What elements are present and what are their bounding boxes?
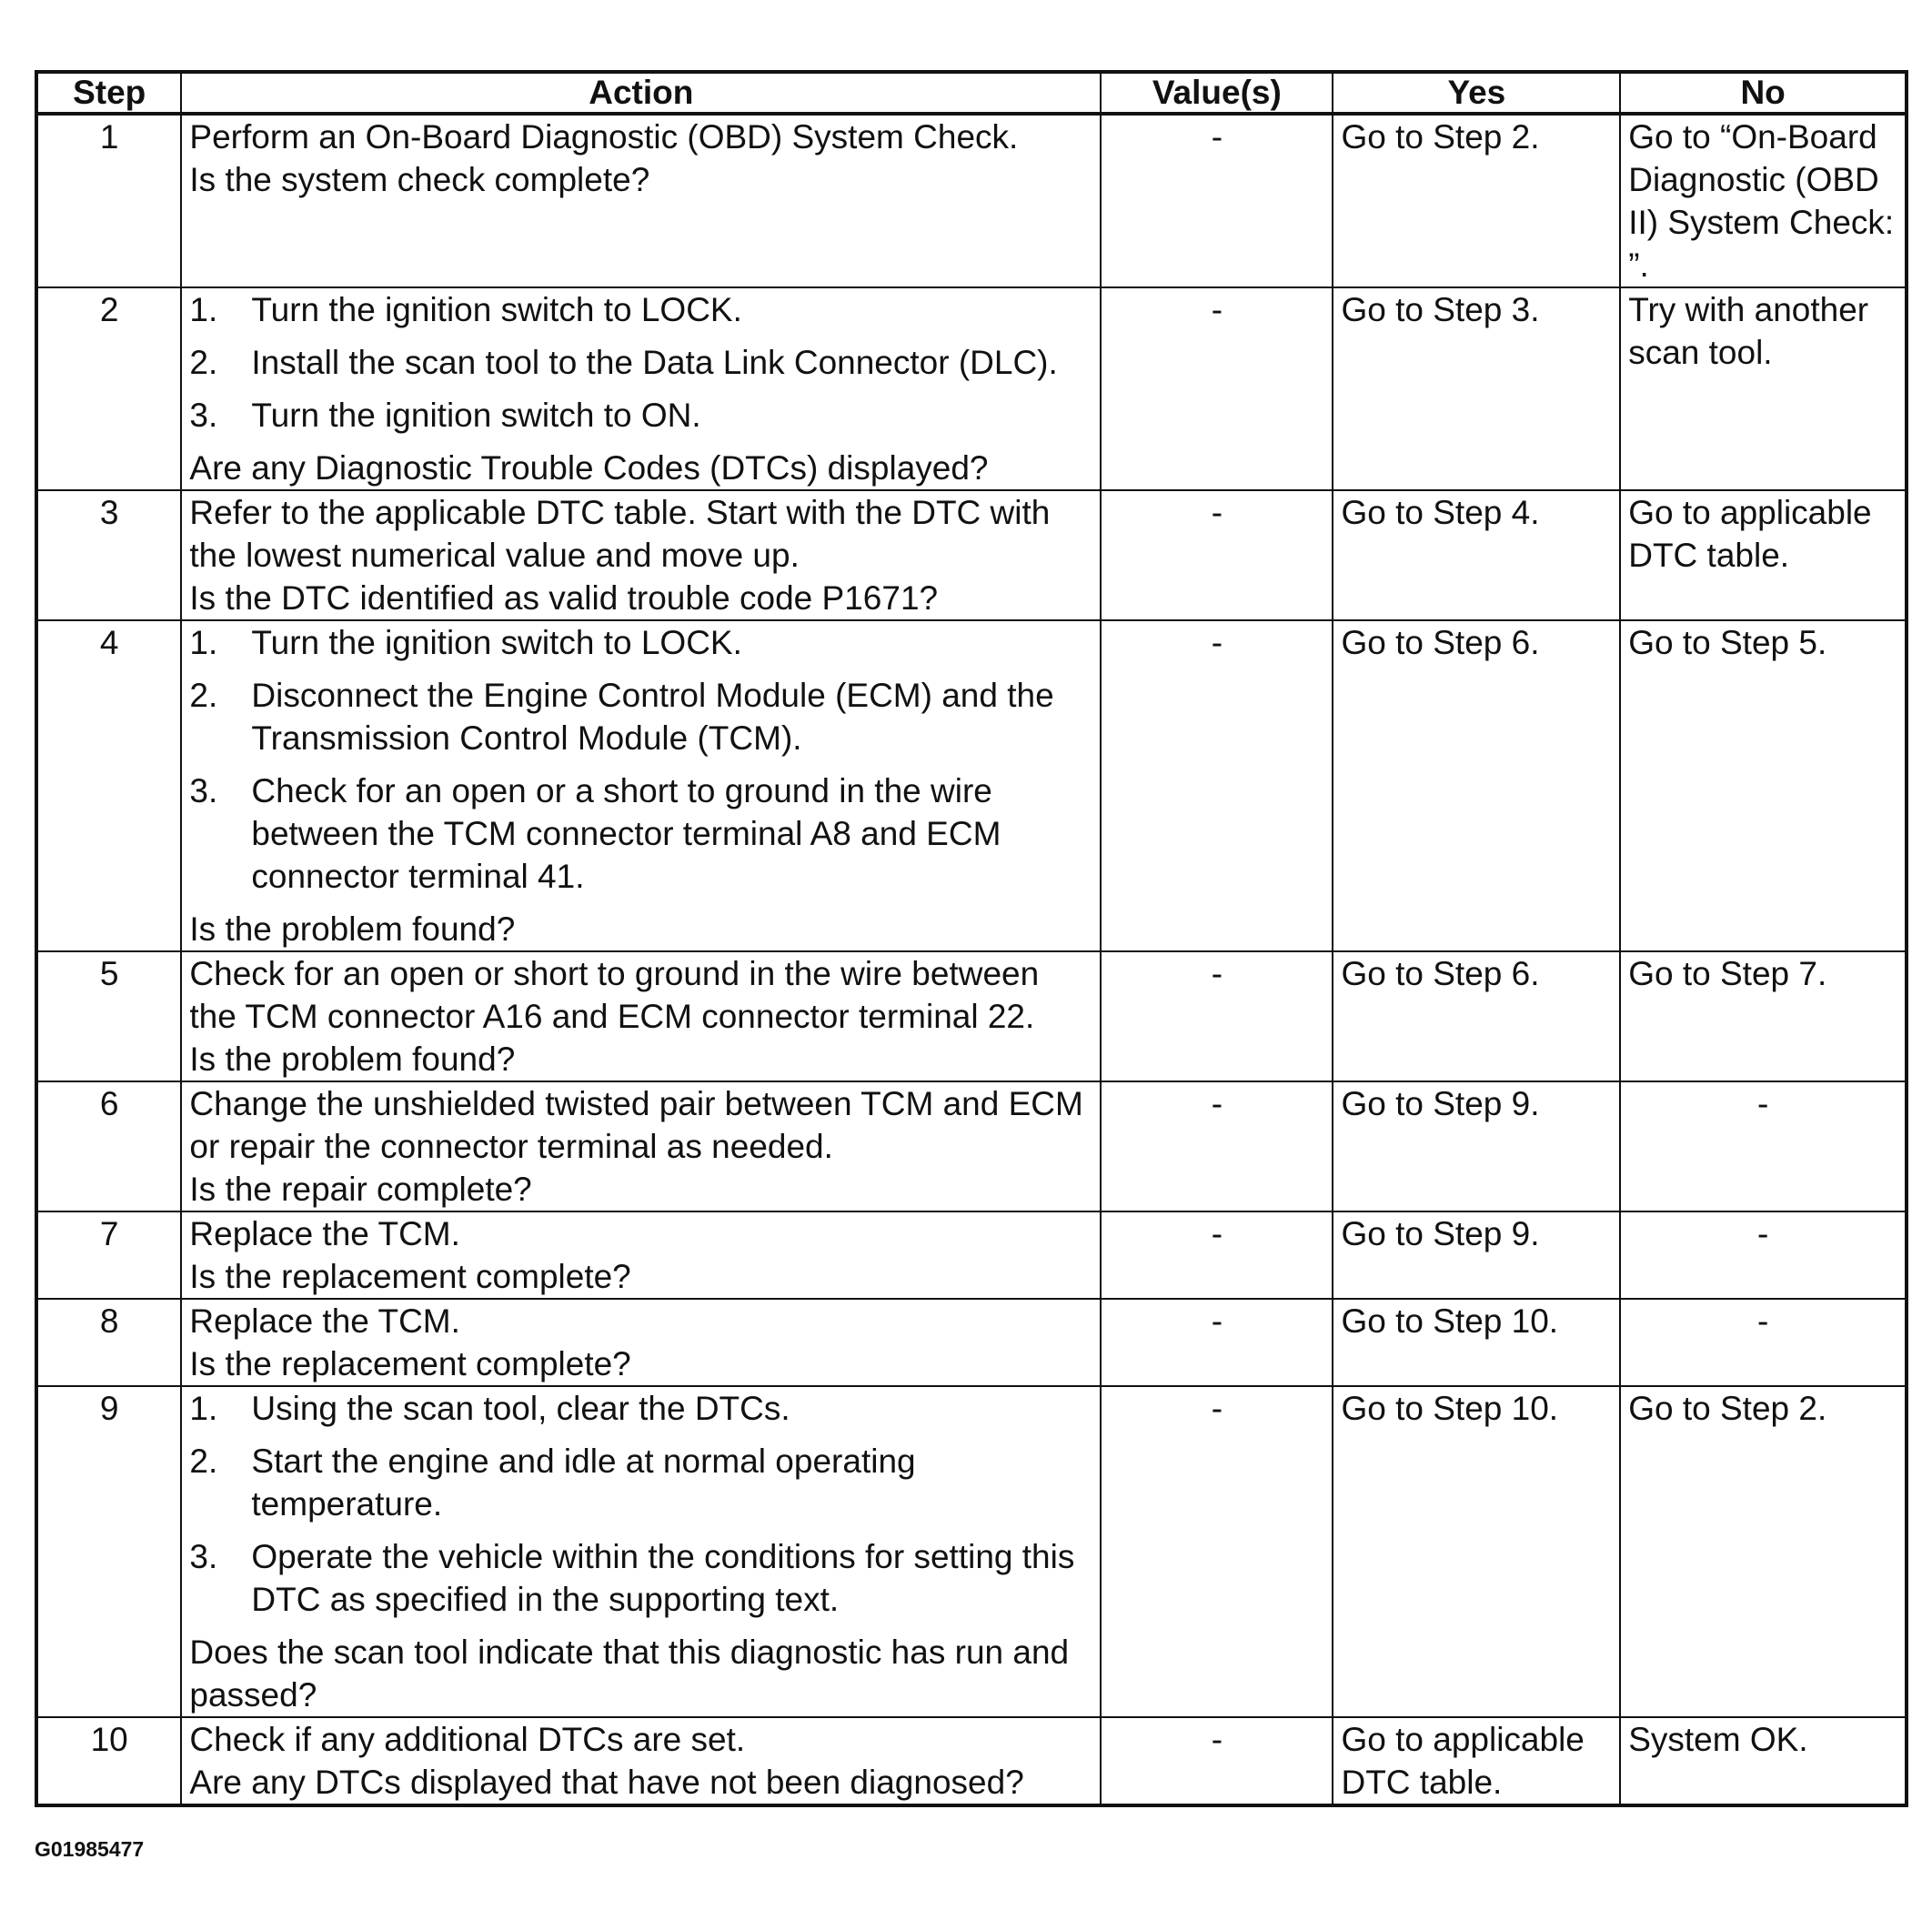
no-cell: Go to Step 5. bbox=[1620, 620, 1907, 951]
action-cell bbox=[181, 1386, 1101, 1717]
value-cell: - bbox=[1101, 287, 1333, 490]
action-question: Are any DTCs displayed that have not been diagnosed? bbox=[189, 1764, 1024, 1801]
action-steps-list bbox=[189, 1387, 1092, 1621]
table-row bbox=[36, 1386, 1907, 1717]
action-step-text: Using the scan tool, clear the DTCs. bbox=[251, 1390, 790, 1427]
no-cell: System OK. bbox=[1620, 1717, 1907, 1805]
step-number: 6 bbox=[36, 1081, 181, 1211]
action-text: Check for an open or short to ground in the wire between the TCM connector A16 and ECM connector terminal 22. bbox=[189, 955, 1040, 1035]
action-step-text: Check for an open or a short to ground in the wire between the TCM connector terminal A8 and ECM connector terminal 41. bbox=[251, 772, 1001, 895]
table-row bbox=[36, 951, 1907, 1081]
action-cell bbox=[181, 490, 1101, 620]
value-cell: - bbox=[1101, 1386, 1333, 1717]
header-no: No bbox=[1620, 72, 1907, 114]
yes-cell: Go to Step 3. bbox=[1333, 287, 1620, 490]
action-step-number: 1. bbox=[189, 624, 218, 661]
value-cell: - bbox=[1101, 1081, 1333, 1211]
action-question: Is the replacement complete? bbox=[189, 1345, 631, 1382]
yes-cell: Go to Step 9. bbox=[1333, 1081, 1620, 1211]
action-step-item bbox=[189, 1440, 1092, 1525]
step-number: 1 bbox=[36, 114, 181, 287]
action-question: Is the DTC identified as valid trouble code P1671? bbox=[189, 579, 939, 617]
table-header-row bbox=[36, 72, 1907, 114]
action-question: Is the replacement complete? bbox=[189, 1258, 631, 1295]
yes-cell: Go to Step 10. bbox=[1333, 1386, 1620, 1717]
no-cell: - bbox=[1620, 1299, 1907, 1386]
action-cell bbox=[181, 951, 1101, 1081]
action-step-text: Disconnect the Engine Control Module (ECM) and the Transmission Control Module (TCM). bbox=[251, 677, 1054, 757]
action-question: Is the problem found? bbox=[189, 1040, 516, 1078]
yes-cell: Go to Step 2. bbox=[1333, 114, 1620, 287]
value-cell: - bbox=[1101, 1211, 1333, 1299]
action-step-number: 3. bbox=[189, 1538, 218, 1575]
yes-cell: Go to Step 9. bbox=[1333, 1211, 1620, 1299]
action-step-text: Turn the ignition switch to LOCK. bbox=[251, 624, 742, 661]
yes-cell: Go to Step 6. bbox=[1333, 620, 1620, 951]
action-question: Does the scan tool indicate that this diagnostic has run and passed? bbox=[189, 1634, 1070, 1714]
yes-cell: Go to Step 4. bbox=[1333, 490, 1620, 620]
value-cell: - bbox=[1101, 490, 1333, 620]
action-step-text: Turn the ignition switch to ON. bbox=[251, 397, 701, 434]
action-step-item bbox=[189, 394, 1092, 437]
step-number: 10 bbox=[36, 1717, 181, 1805]
value-cell: - bbox=[1101, 951, 1333, 1081]
step-number: 9 bbox=[36, 1386, 181, 1717]
action-cell bbox=[181, 1211, 1101, 1299]
diagnostic-table bbox=[35, 70, 1908, 1807]
table-row bbox=[36, 287, 1907, 490]
no-cell: Go to Step 7. bbox=[1620, 951, 1907, 1081]
action-steps-list bbox=[189, 621, 1092, 898]
action-cell bbox=[181, 287, 1101, 490]
action-step-number: 3. bbox=[189, 772, 218, 809]
header-action: Action bbox=[181, 72, 1101, 114]
no-cell: Go to applicable DTC table. bbox=[1620, 490, 1907, 620]
table-row bbox=[36, 114, 1907, 287]
action-step-number: 3. bbox=[189, 397, 218, 434]
action-step-text: Start the engine and idle at normal operating temperature. bbox=[251, 1443, 916, 1523]
action-step-text: Turn the ignition switch to LOCK. bbox=[251, 291, 742, 328]
value-cell: - bbox=[1101, 1299, 1333, 1386]
action-step-number: 1. bbox=[189, 1390, 218, 1427]
action-step-number: 1. bbox=[189, 291, 218, 328]
action-question: Is the repair complete? bbox=[189, 1171, 532, 1208]
action-cell bbox=[181, 114, 1101, 287]
action-cell bbox=[181, 1081, 1101, 1211]
step-number: 5 bbox=[36, 951, 181, 1081]
action-step-item bbox=[189, 1535, 1092, 1621]
action-steps-list bbox=[189, 288, 1092, 437]
action-cell bbox=[181, 1717, 1101, 1805]
figure-id: G01985477 bbox=[35, 1837, 145, 1861]
action-text: Change the unshielded twisted pair between TCM and ECM or repair the connector terminal as needed. bbox=[189, 1085, 1083, 1165]
action-step-number: 2. bbox=[189, 344, 218, 381]
yes-cell: Go to Step 10. bbox=[1333, 1299, 1620, 1386]
header-step: Step bbox=[36, 72, 181, 114]
action-text: Replace the TCM. bbox=[189, 1302, 460, 1340]
value-cell: - bbox=[1101, 114, 1333, 287]
step-number: 3 bbox=[36, 490, 181, 620]
no-cell: Go to Step 2. bbox=[1620, 1386, 1907, 1717]
action-text: Check if any additional DTCs are set. bbox=[189, 1721, 746, 1758]
action-question: Is the system check complete? bbox=[189, 161, 650, 198]
value-cell: - bbox=[1101, 620, 1333, 951]
step-number: 8 bbox=[36, 1299, 181, 1386]
table-row bbox=[36, 1717, 1907, 1805]
table-row bbox=[36, 620, 1907, 951]
step-number: 4 bbox=[36, 620, 181, 951]
no-cell: - bbox=[1620, 1211, 1907, 1299]
header-yes: Yes bbox=[1333, 72, 1620, 114]
table-row bbox=[36, 490, 1907, 620]
action-text: Perform an On-Board Diagnostic (OBD) System Check. bbox=[189, 118, 1019, 156]
action-step-item bbox=[189, 1387, 1092, 1430]
table-row bbox=[36, 1081, 1907, 1211]
action-text: Replace the TCM. bbox=[189, 1215, 460, 1252]
action-text: Refer to the applicable DTC table. Start with the DTC with the lowest numerical value and move up. bbox=[189, 494, 1051, 574]
action-step-text: Install the scan tool to the Data Link Connector (DLC). bbox=[251, 344, 1058, 381]
table-row bbox=[36, 1299, 1907, 1386]
step-number: 7 bbox=[36, 1211, 181, 1299]
action-step-number: 2. bbox=[189, 1443, 218, 1480]
action-question: Is the problem found? bbox=[189, 910, 516, 948]
no-cell: Go to “On-Board Diagnostic (OBD II) System Check: ”. bbox=[1620, 114, 1907, 287]
action-cell bbox=[181, 1299, 1101, 1386]
table-body bbox=[36, 114, 1907, 1805]
yes-cell: Go to Step 6. bbox=[1333, 951, 1620, 1081]
action-step-item bbox=[189, 621, 1092, 664]
no-cell: - bbox=[1620, 1081, 1907, 1211]
action-step-item bbox=[189, 288, 1092, 331]
table-row bbox=[36, 1211, 1907, 1299]
action-step-text: Operate the vehicle within the conditions for setting this DTC as specified in the supporting text. bbox=[251, 1538, 1075, 1618]
step-number: 2 bbox=[36, 287, 181, 490]
action-step-number: 2. bbox=[189, 677, 218, 714]
no-cell: Try with another scan tool. bbox=[1620, 287, 1907, 490]
action-cell bbox=[181, 620, 1101, 951]
action-step-item bbox=[189, 769, 1092, 898]
action-question: Are any Diagnostic Trouble Codes (DTCs) displayed? bbox=[189, 449, 989, 487]
yes-cell: Go to applicable DTC table. bbox=[1333, 1717, 1620, 1805]
header-values: Value(s) bbox=[1101, 72, 1333, 114]
action-step-item bbox=[189, 341, 1092, 384]
value-cell: - bbox=[1101, 1717, 1333, 1805]
action-step-item bbox=[189, 674, 1092, 759]
